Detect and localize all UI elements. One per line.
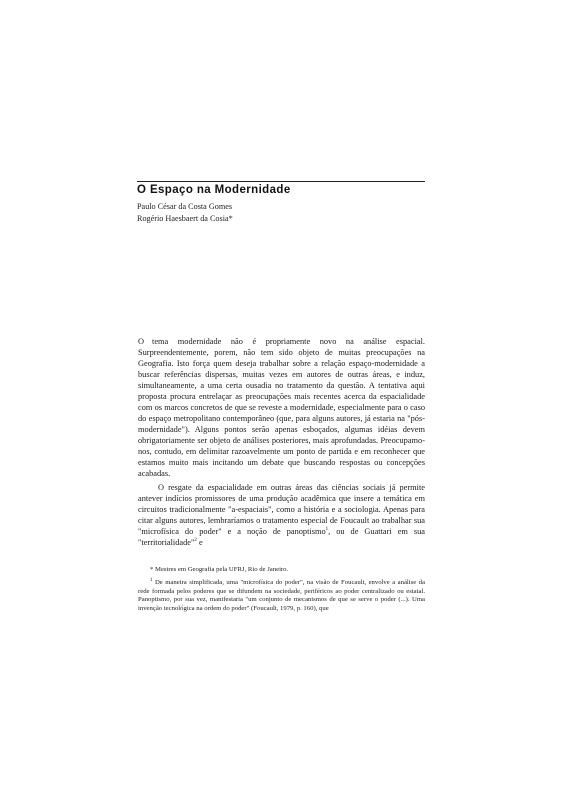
article-title: O Espaço na Modernidade bbox=[137, 184, 291, 196]
footnote-ref-2: 2 bbox=[194, 538, 197, 544]
article-body bbox=[138, 336, 425, 548]
footnote-1-mark: 1 bbox=[150, 577, 153, 583]
footnotes bbox=[138, 566, 425, 614]
footnote-ref-1: 1 bbox=[325, 527, 329, 533]
author-1: Paulo César da Costa Gomes bbox=[137, 202, 233, 211]
paragraph-2-text-b: , ou de Guattari em sua "territorialidade" bbox=[138, 527, 425, 547]
footnote-1-text: De maneira simplificada, uma "microfísica do poder", na visão de Foucault, envolve a análise da rede formada pelos poderes que se difundem na sociedade, periféricos ao poder centralizado ou estatal. Panoptismo, por sua vez, manifestaria "um conjunto de mecanismos de que se serve o poder (...). Uma invenção tecnológica na ordem do poder" (Foucault, 1979, p. 160), que bbox=[138, 578, 425, 613]
paragraph-1 bbox=[138, 336, 425, 479]
paragraph-initial-word: O bbox=[138, 337, 145, 346]
paragraph-2 bbox=[138, 482, 425, 548]
author-2: Rogério Haesbaert da Cosia* bbox=[137, 214, 233, 223]
footnote-affiliation: * Mestres em Geografia pela UFRJ, Rio de Janeiro. bbox=[150, 566, 289, 573]
paragraph-2-text-a: O resgate da espacialidade em outras áreas das ciências sociais já permite antever indícios promissores de uma produção acadêmica que insere a temática em circuitos tradicionalmente "a-espaciais", como a história e a sociologia. Apenas para citar alguns autores, lembraríamos o tratamento especial de Foucault ao trabalhar sua "microfísica do poder" e a noção de panoptismo bbox=[138, 483, 425, 536]
footnote-1 bbox=[138, 579, 425, 614]
paragraph-1-text: tema modernidade não é propriamente novo na análise espacial. Surpreendentemente, porem, não tem sido objeto de muitas preocupações na Geografia. Isto força quem deseja trabalhar sobre a relação espaço-modernidade a buscar referências dispersas, muitas vezes em autores de outras áreas, e induz, simultaneamente, a uma certa ousadia no tratamento da questão. A tentativa aqui proposta procura entrelaçar as preocupações mais recentes acerca da espacialidade com os marcos concretos de que se reveste a modernidade, especialmente para o caso do espaço metropolitano contemporâneo (que, para alguns autores, já estaria na "pós-modernidade"). Alguns pontos serão apenas esboçados, algumas idéias devem obrigatoriamente ser objeto de análises posteriores, mais aprofundadas. Preocupamo-nos, contudo, em delimitar razoavelmente um ponto de partida e em reconhecer que estamos muito mais incitando um debate que buscando respostas ou concepções acabadas. bbox=[138, 337, 425, 478]
title-rule bbox=[137, 181, 425, 182]
paragraph-2-text-c: e bbox=[196, 538, 203, 547]
